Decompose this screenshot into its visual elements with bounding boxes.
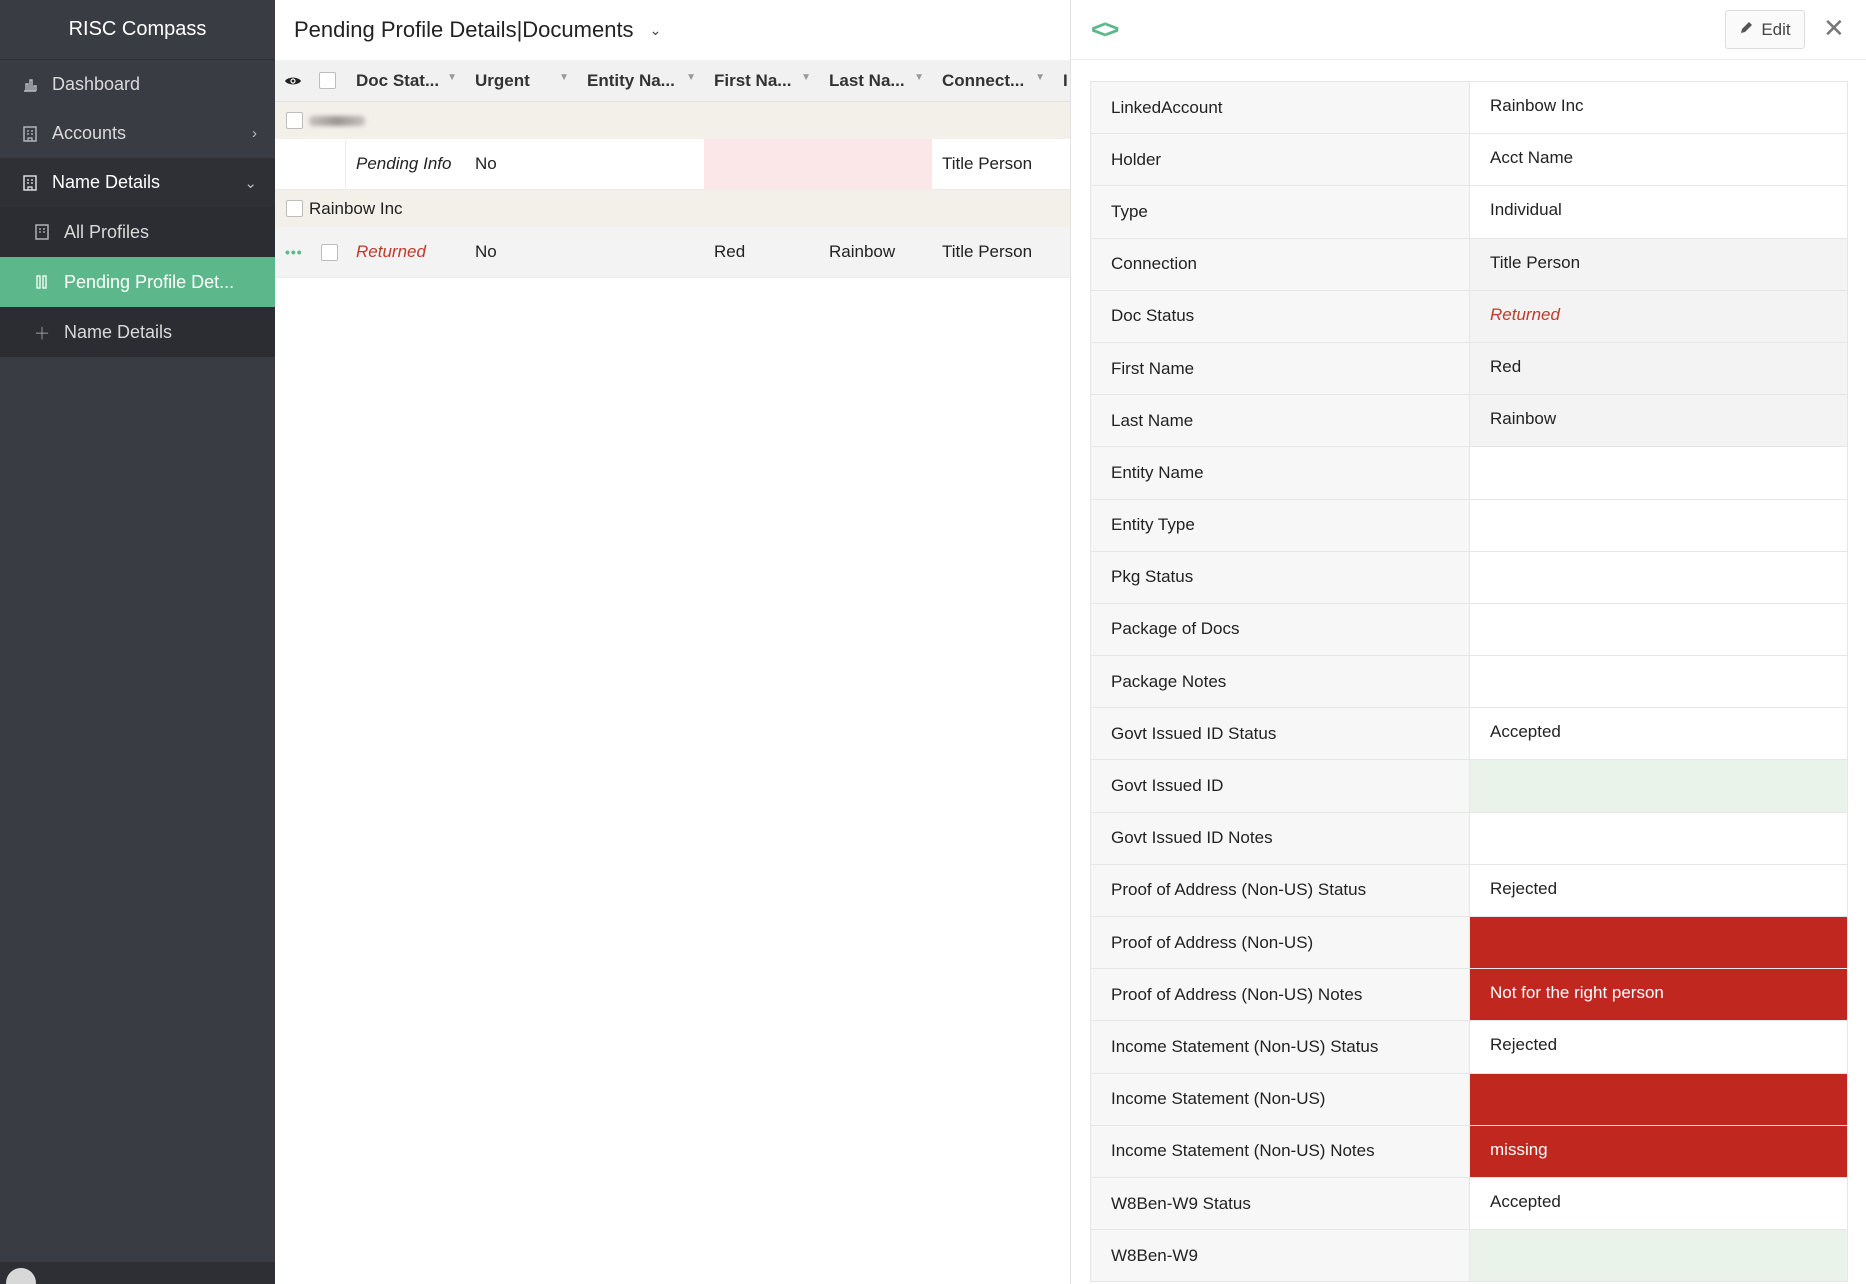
field-label: W8Ben-W9 Status bbox=[1090, 1178, 1470, 1229]
panel-toolbar bbox=[1071, 0, 1866, 60]
field-row bbox=[1090, 82, 1848, 134]
pencil-icon bbox=[1739, 20, 1754, 40]
grid-header bbox=[275, 60, 1070, 102]
group-checkbox[interactable] bbox=[286, 200, 303, 217]
field-value[interactable] bbox=[1470, 813, 1848, 864]
field-value[interactable]: Accepted bbox=[1470, 1178, 1848, 1229]
field-label: Income Statement (Non-US) bbox=[1090, 1074, 1470, 1125]
cell-doc-status[interactable]: Pending Info bbox=[356, 154, 452, 173]
cell-connection[interactable]: Title Person bbox=[942, 154, 1033, 173]
building-icon bbox=[20, 173, 40, 193]
sidebar-item-all-profiles[interactable] bbox=[0, 207, 275, 257]
cell-first-name[interactable] bbox=[704, 139, 819, 189]
field-label: Proof of Address (Non-US) Status bbox=[1090, 865, 1470, 916]
field-value[interactable]: Rejected bbox=[1470, 1021, 1848, 1072]
columns-icon bbox=[32, 272, 52, 292]
chevron-right-icon: › bbox=[252, 125, 257, 142]
field-label: W8Ben-W9 bbox=[1090, 1230, 1470, 1281]
building-icon bbox=[32, 222, 52, 242]
field-value[interactable]: Not for the right person bbox=[1470, 969, 1848, 1020]
field-value[interactable] bbox=[1470, 760, 1848, 811]
sidebar-item-label: Pending Profile Det... bbox=[64, 271, 235, 292]
building-icon bbox=[20, 124, 40, 144]
field-value[interactable] bbox=[1470, 500, 1848, 551]
field-value[interactable]: Rainbow Inc bbox=[1470, 82, 1848, 133]
field-value[interactable]: Rejected bbox=[1470, 865, 1848, 916]
expand-code-icon[interactable]: <> bbox=[1091, 14, 1118, 44]
close-icon[interactable]: ✕ bbox=[1823, 13, 1845, 43]
field-row bbox=[1090, 552, 1848, 604]
sidebar-item-label: All Profiles bbox=[64, 221, 150, 242]
field-row bbox=[1090, 500, 1848, 552]
field-row bbox=[1090, 291, 1848, 343]
eye-icon[interactable] bbox=[275, 60, 311, 101]
row-checkbox[interactable] bbox=[311, 227, 346, 277]
record-detail-panel bbox=[1070, 0, 1866, 1284]
table-row[interactable] bbox=[275, 139, 1070, 190]
cell-last-name[interactable]: Rainbow bbox=[829, 242, 896, 261]
field-label: Govt Issued ID Status bbox=[1090, 708, 1470, 759]
field-value[interactable] bbox=[1470, 552, 1848, 603]
view-title-bar[interactable] bbox=[275, 0, 1070, 60]
field-value[interactable] bbox=[1470, 604, 1848, 655]
column-header-first-name[interactable]: First Na... ▼ bbox=[714, 70, 811, 90]
sidebar-item-accounts[interactable] bbox=[0, 109, 275, 158]
avatar[interactable] bbox=[6, 1268, 36, 1284]
sidebar-footer bbox=[0, 1262, 275, 1284]
field-value[interactable]: Accepted bbox=[1470, 708, 1848, 759]
field-row bbox=[1090, 343, 1848, 395]
field-value[interactable]: Acct Name bbox=[1470, 134, 1848, 185]
app-brand: RISC Compass bbox=[0, 0, 275, 60]
main-grid-area bbox=[275, 0, 1070, 1284]
field-label: Package of Docs bbox=[1090, 604, 1470, 655]
redacted-group-label bbox=[309, 116, 365, 126]
field-row bbox=[1090, 813, 1848, 865]
sidebar-submenu bbox=[0, 207, 275, 357]
sort-caret-icon: ▼ bbox=[801, 72, 811, 83]
column-header-urgent[interactable]: Urgent ▼ bbox=[475, 70, 569, 90]
field-row bbox=[1090, 1021, 1848, 1073]
field-value[interactable]: Red bbox=[1470, 343, 1848, 394]
cell-entity-name[interactable] bbox=[577, 139, 704, 189]
field-label: Proof of Address (Non-US) bbox=[1090, 917, 1470, 968]
sidebar-item-label: Name Details bbox=[64, 321, 173, 342]
field-label: Proof of Address (Non-US) Notes bbox=[1090, 969, 1470, 1020]
field-row bbox=[1090, 395, 1848, 447]
select-all-checkbox[interactable] bbox=[311, 60, 346, 101]
cell-doc-status[interactable]: Returned bbox=[356, 242, 426, 261]
more-options-icon[interactable]: ••• bbox=[285, 244, 303, 260]
field-label: Connection bbox=[1090, 239, 1470, 290]
group-header[interactable] bbox=[275, 102, 1070, 139]
sort-caret-icon: ▼ bbox=[914, 72, 924, 83]
field-value[interactable]: Returned bbox=[1470, 291, 1848, 342]
group-checkbox[interactable] bbox=[286, 112, 303, 129]
sidebar-item-add-name-details[interactable] bbox=[0, 307, 275, 357]
field-row bbox=[1090, 1178, 1848, 1230]
column-header-connection[interactable]: Connect... ▼ bbox=[942, 70, 1045, 90]
group-label: Rainbow Inc bbox=[309, 198, 403, 218]
field-row bbox=[1090, 447, 1848, 499]
field-value[interactable] bbox=[1470, 1074, 1848, 1125]
chevron-down-icon[interactable]: ⌄ bbox=[649, 21, 662, 38]
field-label: Govt Issued ID Notes bbox=[1090, 813, 1470, 864]
field-row bbox=[1090, 186, 1848, 238]
field-value[interactable]: Title Person bbox=[1470, 239, 1848, 290]
cell-connection[interactable]: Title Person bbox=[942, 242, 1033, 261]
sidebar-item-dashboard[interactable] bbox=[0, 60, 275, 109]
field-label: Govt Issued ID bbox=[1090, 760, 1470, 811]
field-label: Entity Type bbox=[1090, 500, 1470, 551]
field-value[interactable]: Individual bbox=[1470, 186, 1848, 237]
field-value[interactable] bbox=[1470, 447, 1848, 498]
field-label: Income Statement (Non-US) Notes bbox=[1090, 1126, 1470, 1177]
cell-urgent[interactable]: No bbox=[475, 154, 497, 173]
field-label: First Name bbox=[1090, 343, 1470, 394]
field-row bbox=[1090, 865, 1848, 917]
chevron-down-icon: ⌄ bbox=[244, 174, 257, 192]
field-row bbox=[1090, 1230, 1848, 1282]
field-value[interactable]: Rainbow bbox=[1470, 395, 1848, 446]
sidebar bbox=[0, 0, 275, 1284]
field-label: Income Statement (Non-US) Status bbox=[1090, 1021, 1470, 1072]
field-row bbox=[1090, 656, 1848, 708]
cell-last-name[interactable] bbox=[819, 139, 932, 189]
view-title: Pending Profile Details|Documents bbox=[294, 17, 634, 42]
field-label: Package Notes bbox=[1090, 656, 1470, 707]
field-label: Holder bbox=[1090, 134, 1470, 185]
sidebar-item-name-details[interactable] bbox=[0, 158, 275, 207]
sidebar-item-pending-profile-details[interactable] bbox=[0, 257, 275, 307]
field-value[interactable]: missing bbox=[1470, 1126, 1848, 1177]
cell-entity-name[interactable] bbox=[577, 227, 704, 277]
plus-icon: ＋ bbox=[33, 325, 50, 343]
field-label: Doc Status bbox=[1090, 291, 1470, 342]
field-label: Type bbox=[1090, 186, 1470, 237]
edit-button-label: Edit bbox=[1761, 19, 1791, 39]
sidebar-item-label: Name Details bbox=[52, 172, 161, 192]
field-row bbox=[1090, 134, 1848, 186]
field-label: Pkg Status bbox=[1090, 552, 1470, 603]
field-value[interactable] bbox=[1470, 1230, 1848, 1281]
column-header-doc-status[interactable]: Doc Stat... ▼ bbox=[356, 70, 457, 90]
sort-caret-icon: ▼ bbox=[447, 72, 457, 83]
field-value[interactable] bbox=[1470, 656, 1848, 707]
group-header[interactable] bbox=[275, 190, 1070, 227]
field-label: LinkedAccount bbox=[1090, 82, 1470, 133]
column-header-truncated[interactable]: I bbox=[1063, 70, 1068, 90]
sort-caret-icon: ▼ bbox=[686, 72, 696, 83]
field-label: Last Name bbox=[1090, 395, 1470, 446]
cell-urgent[interactable]: No bbox=[475, 242, 497, 261]
field-list bbox=[1090, 81, 1848, 1282]
field-row bbox=[1090, 1126, 1848, 1178]
column-header-last-name[interactable]: Last Na... ▼ bbox=[829, 70, 924, 90]
field-row bbox=[1090, 917, 1848, 969]
field-row bbox=[1090, 708, 1848, 760]
field-row bbox=[1090, 969, 1848, 1021]
sidebar-item-label: Accounts bbox=[52, 123, 127, 143]
field-row bbox=[1090, 604, 1848, 656]
field-row bbox=[1090, 760, 1848, 812]
field-label: Entity Name bbox=[1090, 447, 1470, 498]
sort-caret-icon: ▼ bbox=[1035, 72, 1045, 83]
edit-button[interactable] bbox=[1725, 10, 1805, 49]
sidebar-item-label: Dashboard bbox=[52, 74, 141, 94]
field-row bbox=[1090, 239, 1848, 291]
field-row bbox=[1090, 1074, 1848, 1126]
dashboard-icon bbox=[20, 75, 40, 95]
column-header-entity-name[interactable]: Entity Na... ▼ bbox=[587, 70, 696, 90]
field-value[interactable] bbox=[1470, 917, 1848, 968]
sort-caret-icon: ▼ bbox=[559, 72, 569, 83]
table-row[interactable] bbox=[275, 227, 1070, 278]
cell-first-name[interactable]: Red bbox=[714, 242, 746, 261]
